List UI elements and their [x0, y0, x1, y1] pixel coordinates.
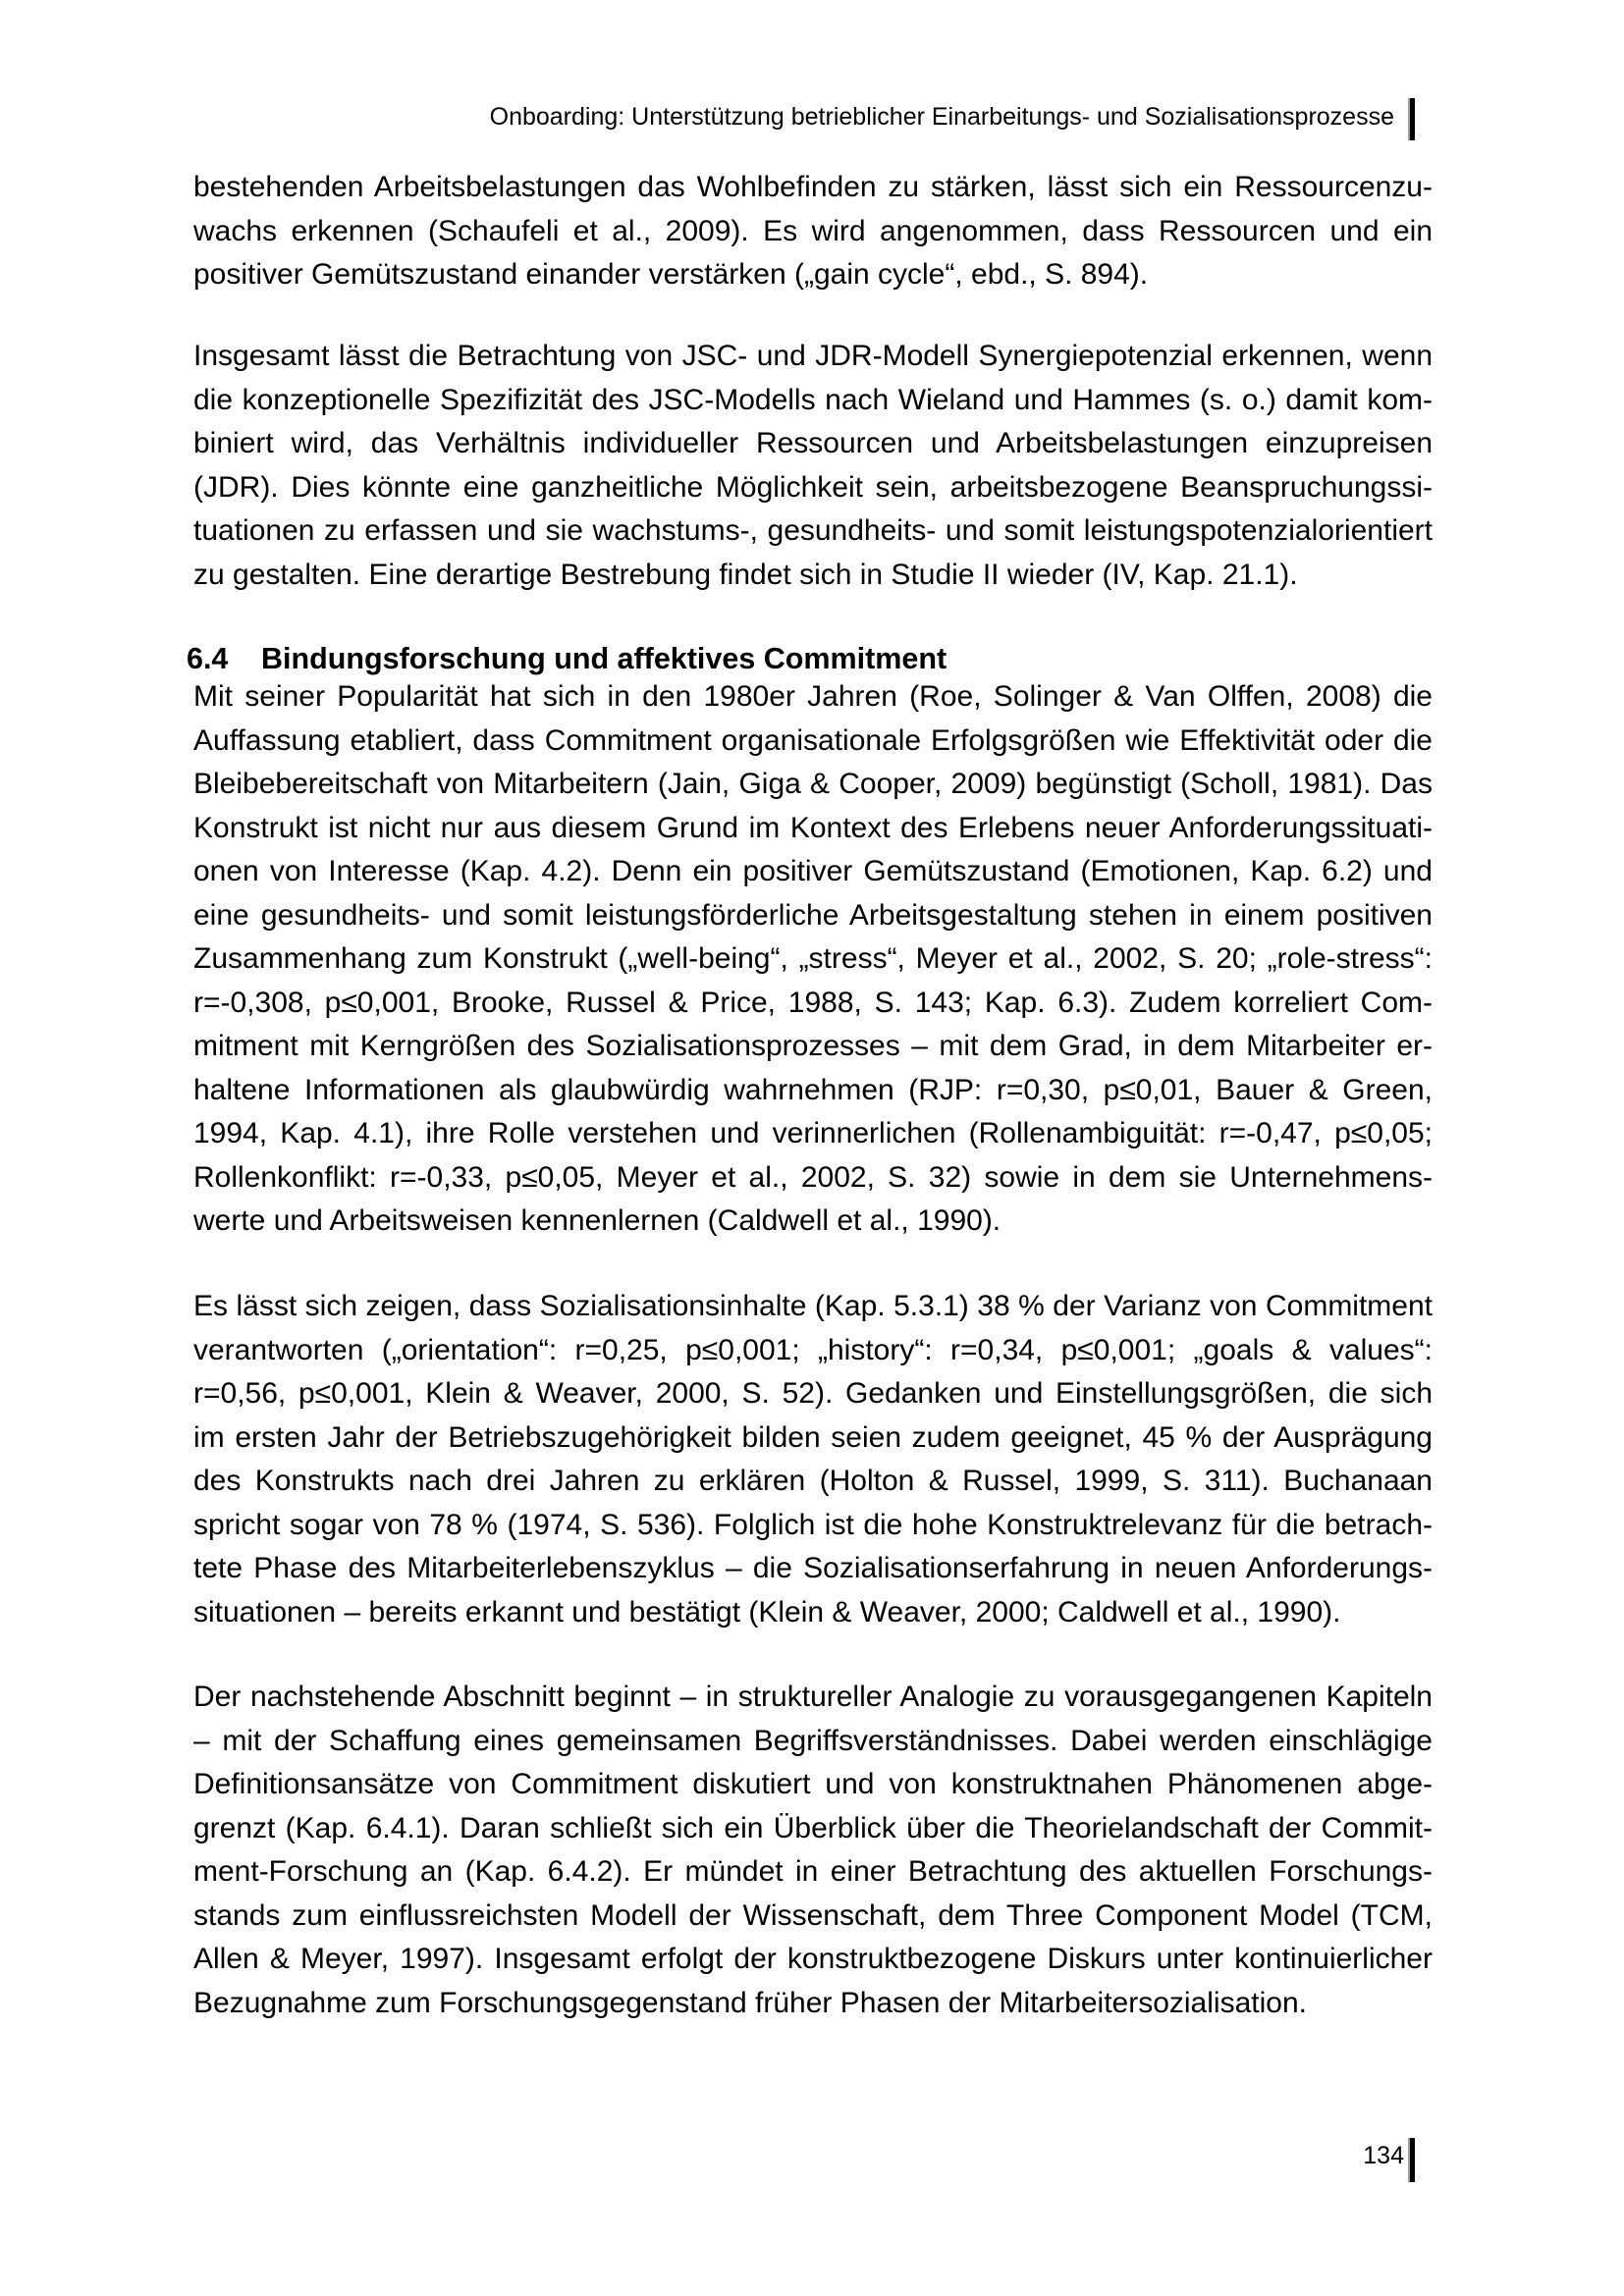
text-line: Der nachstehende Abschnitt beginnt – in struktureller Analogie zu vorausgegangenen Kapiteln	[193, 1681, 1433, 1713]
text-line: Auffassung etabliert, dass Commitment organisationale Erfolgsgrößen wie Effektivität oder die	[193, 723, 1433, 757]
text-line: verantworten („orientation“: r=0,25, p≤0,001; „history“: r=0,34, p≤0,001; „goals & values“:	[193, 1333, 1433, 1366]
text-line: Bezugnahme zum Forschungsgegenstand früher Phasen der Mitarbeitersozialisation.	[193, 1986, 1307, 2019]
text-line: grenzt (Kap. 6.4.1). Daran schließt sich ein Überblick über die Theorielandschaft der Commit-	[193, 1811, 1433, 1844]
text-line: werte und Arbeitsweisen kennenlernen (Caldwell et al., 1990).	[193, 1204, 1001, 1237]
page-number: 134	[1363, 2142, 1404, 2169]
text-line: tuationen zu erfassen und sie wachstums-, gesundheits- und somit leistungspotenzialorientiert	[193, 514, 1433, 547]
text-line: haltene Informationen als glaubwürdig wahrnehmen (RJP: r=0,30, p≤0,01, Bauer & Green,	[193, 1073, 1433, 1106]
text-line: Definitionsansätze von Commitment diskutiert und von konstruktnahen Phänomenen abge-	[193, 1768, 1433, 1800]
footer-margin-bar	[1408, 2138, 1415, 2182]
text-line: im ersten Jahr der Betriebszugehörigkeit bilden seien zudem geeignet, 45 % der Ausprägung	[193, 1420, 1433, 1454]
text-line: (JDR). Dies könnte eine ganzheitliche Möglichkeit sein, arbeitsbezogene Beanspruchungssi-	[193, 470, 1433, 504]
header-margin-bar	[1408, 98, 1415, 140]
text-line: bestehenden Arbeitsbelastungen das Wohlbefinden zu stärken, lässt sich ein Ressourcenzu-	[193, 171, 1433, 203]
text-line: Mit seiner Popularität hat sich in den 1980er Jahren (Roe, Solinger & Van Olffen, 2008) die	[193, 680, 1433, 713]
text-line: spricht sogar von 78 % (1974, S. 536). Folglich ist die hohe Konstruktrelevanz für die betrach-	[193, 1508, 1433, 1541]
text-line: Es lässt sich zeigen, dass Sozialisationsinhalte (Kap. 5.3.1) 38 % der Varianz von Commitment	[193, 1290, 1433, 1322]
text-line: des Konstrukts nach drei Jahren zu erklären (Holton & Russel, 1999, S. 311). Buchanaan	[193, 1465, 1433, 1497]
running-header-title: Onboarding: Unterstützung betrieblicher Einarbeitungs- und Sozialisationsprozesse	[489, 103, 1394, 131]
text-line: Rollenkonflikt: r=-0,33, p≤0,05, Meyer et al., 2002, S. 32) sowie in dem sie Unternehmens-	[193, 1160, 1433, 1194]
text-line: r=-0,308, p≤0,001, Brooke, Russel & Price, 1988, S. 143; Kap. 6.3). Zudem korreliert Com-	[193, 986, 1433, 1019]
text-line: stands zum einflussreichsten Modell der Wissenschaft, dem Three Component Model (TCM,	[193, 1898, 1433, 1932]
text-line: wachs erkennen (Schaufeli et al., 2009). Es wird angenommen, dass Ressourcen und ein	[193, 214, 1433, 247]
paragraph-3	[193, 675, 1433, 1244]
section-title: Bindungsforschung und affektives Commitment	[261, 642, 947, 675]
text-line: biniert wird, das Verhältnis individueller Ressourcen und Arbeitsbelastungen einzupreisen	[193, 427, 1433, 459]
paragraph-2	[193, 335, 1433, 597]
text-line: ment-Forschung an (Kap. 6.4.2). Er mündet in einer Betrachtung des aktuellen Forschungs-	[193, 1855, 1433, 1888]
text-line: die konzeptionelle Spezifizität des JSC-Modells nach Wieland und Hammes (s. o.) damit kom-	[193, 383, 1433, 416]
text-line: zu gestalten. Eine derartige Bestrebung findet sich in Studie II wieder (IV, Kap. 21.1).	[193, 558, 1298, 591]
section-heading	[187, 639, 1433, 678]
text-line: 1994, Kap. 4.1), ihre Rolle verstehen und verinnerlichen (Rollenambiguität: r=-0,47, p≤0,05;	[193, 1117, 1433, 1149]
text-line: positiver Gemütszustand einander verstärken („gain cycle“, ebd., S. 894).	[193, 258, 1149, 291]
text-line: Bleibebereitschaft von Mitarbeitern (Jain, Giga & Cooper, 2009) begünstigt (Scholl, 1981). Das	[193, 768, 1433, 800]
text-line: Allen & Meyer, 1997). Insgesamt erfolgt der konstruktbezogene Diskurs unter kontinuierlicher	[193, 1943, 1433, 1975]
text-line: tete Phase des Mitarbeiterlebenszyklus – die Sozialisationserfahrung in neuen Anforderungs-	[193, 1552, 1433, 1584]
text-line: Konstrukt ist nicht nur aus diesem Grund im Kontext des Erlebens neuer Anforderungssituati-	[193, 811, 1433, 844]
paragraph-1	[193, 166, 1433, 297]
text-line: situationen – bereits erkannt und bestätigt (Klein & Weaver, 2000; Caldwell et al., 1990).	[193, 1595, 1341, 1629]
text-line: – mit der Schaffung eines gemeinsamen Begriffsverständnisses. Dabei werden einschlägige	[193, 1724, 1433, 1757]
paragraph-5	[193, 1676, 1433, 2025]
section-number: 6.4	[187, 642, 229, 675]
text-line: Insgesamt lässt die Betrachtung von JSC- und JDR-Modell Synergiepotenzial erkennen, wenn	[193, 340, 1433, 372]
text-line: Zusammenhang zum Konstrukt („well-being“, „stress“, Meyer et al., 2002, S. 20; „role-stress“:	[193, 942, 1433, 975]
text-line: mitment mit Kerngrößen des Sozialisationsprozesses – mit dem Grad, in dem Mitarbeiter er-	[193, 1030, 1433, 1062]
paragraph-4	[193, 1285, 1433, 1634]
text-line: r=0,56, p≤0,001, Klein & Weaver, 2000, S. 52). Gedanken und Einstellungsgrößen, die sich	[193, 1377, 1433, 1410]
text-line: eine gesundheits- und somit leistungsförderliche Arbeitsgestaltung stehen in einem positiven	[193, 898, 1433, 932]
text-line: onen von Interesse (Kap. 4.2). Denn ein positiver Gemütszustand (Emotionen, Kap. 6.2) und	[193, 855, 1433, 887]
